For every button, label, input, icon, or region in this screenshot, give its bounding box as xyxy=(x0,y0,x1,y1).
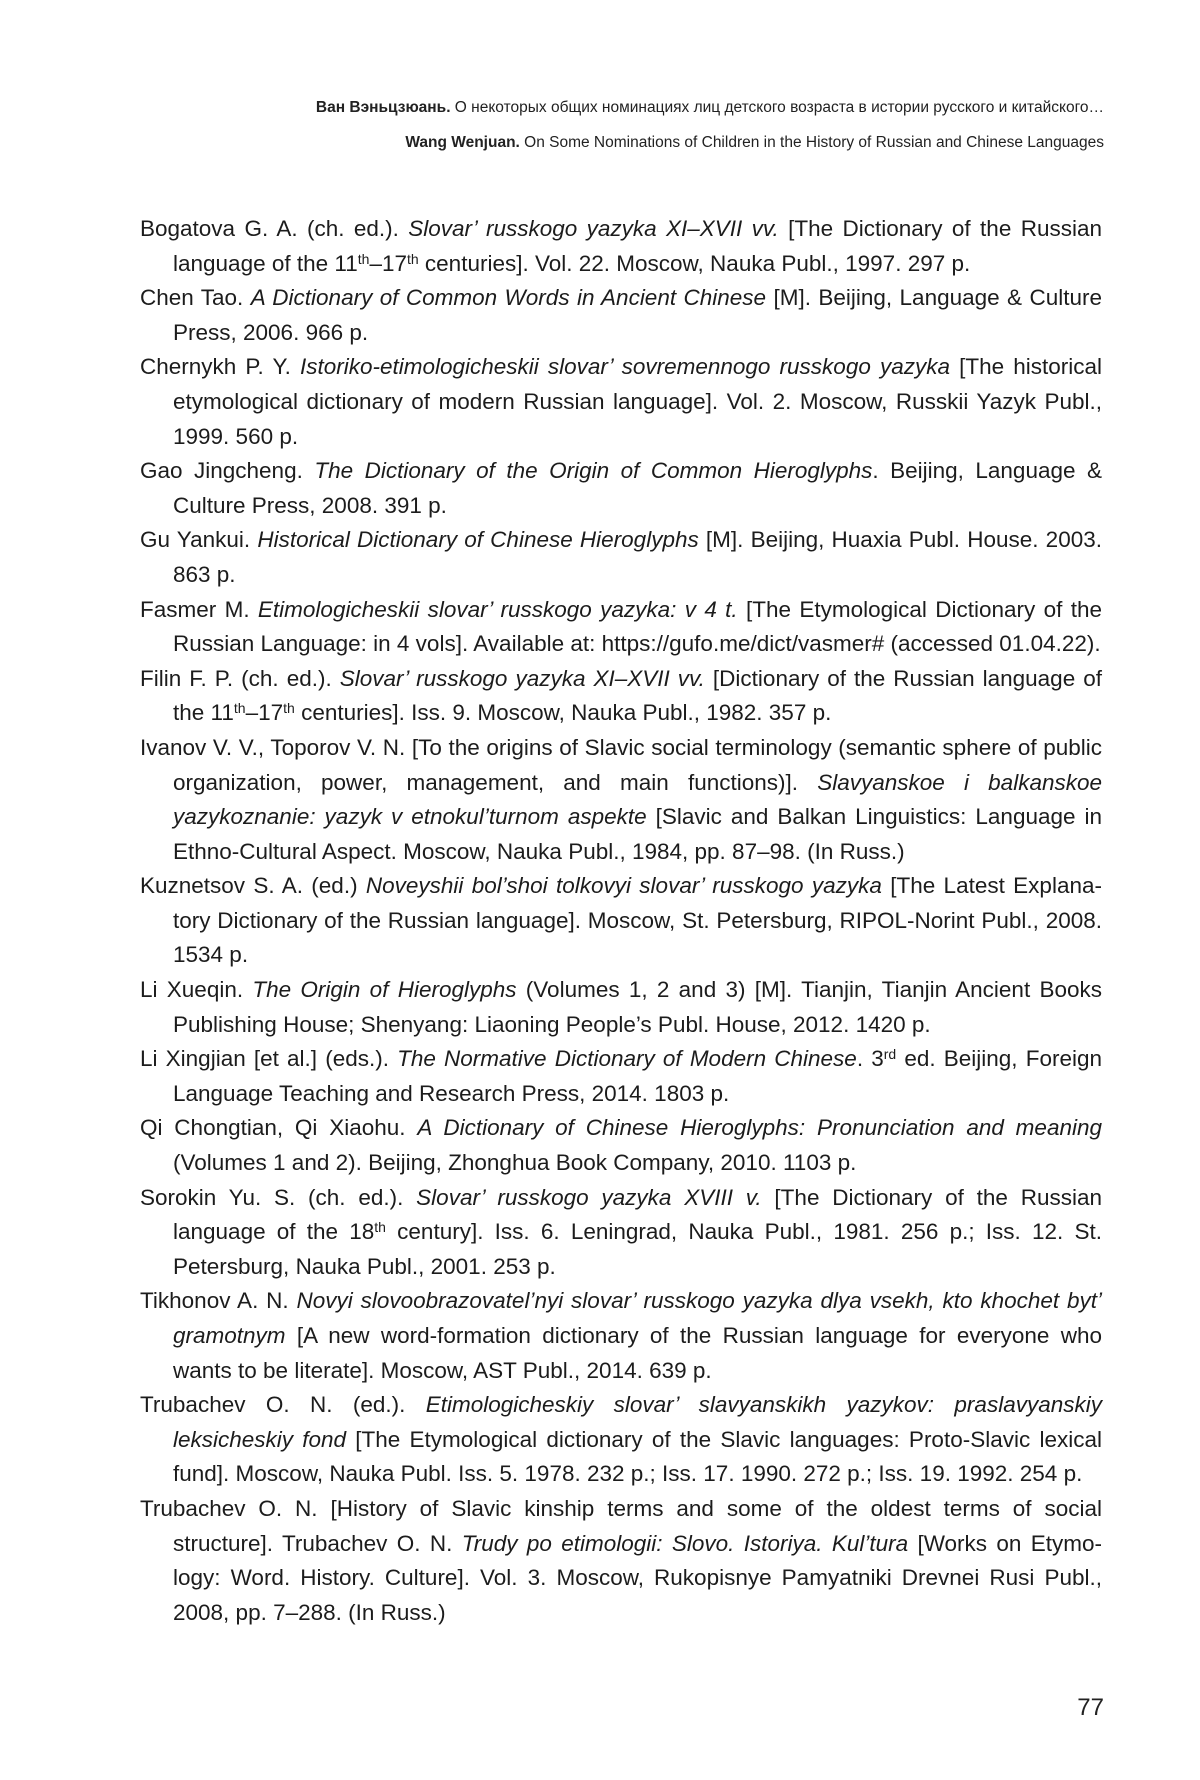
reference-entry xyxy=(140,593,1102,662)
reference-entry xyxy=(140,869,1102,973)
reference-text: [The Etymological Dictionary of the Russian Language: in 4 vols]. Available at: https://gufo.me/dict/vasmer# (accessed 01.04.22). xyxy=(173,596,1102,657)
reference-text: century]. Iss. 6. Leningrad, Nauka Publ., 1981. 256 p.; Iss. 12. St. Petersburg, Nauka Publ., 2001. 253 p. xyxy=(173,1219,1102,1279)
reference-text: Trubachev O. N. [History of Slavic kinship terms and some of the oldest terms of social structure]. Trubachev O. N. xyxy=(140,1495,1102,1556)
reference-title: Novyi slovoobrazovatel’nyi slovar’ russkogo yazyka dlya vsekh, kto khochet byt’ gramotnym xyxy=(173,1288,1102,1348)
reference-text: Filin F. P. (ch. ed.). xyxy=(140,665,340,691)
reference-text: centuries]. Vol. 22. Moscow, Nauka Publ., 1997. 297 p. xyxy=(418,250,971,276)
reference-text: Chernykh P. Y. xyxy=(140,354,300,380)
reference-text: [Dictionary of the Russian language of the 11 xyxy=(173,665,1102,726)
reference-text: Kuznetsov S. A. (ed.) xyxy=(140,873,366,899)
reference-text: (Volumes 1, 2 and 3) [M]. Tianjin, Tianjin Ancient Books Publishing House; Shenyang: Liaoning People’s Publ. House, 2012. 1420 p. xyxy=(173,977,1102,1037)
reference-text: [The Dictionary of the Russian language of the 18 xyxy=(173,1184,1102,1245)
reference-text: (Volumes 1 and 2). Beijing, Zhonghua Book Company, 2010. 1103 p. xyxy=(173,1150,857,1176)
reference-entry xyxy=(140,281,1102,350)
ordinal-suffix: th xyxy=(283,700,295,717)
ordinal-suffix: rd xyxy=(883,1046,897,1063)
running-head-english xyxy=(140,125,1104,160)
reference-text: Chen Tao. xyxy=(140,285,251,311)
reference-entry xyxy=(140,973,1102,1042)
reference-text: [Works on Etymology: Word. History. Culture]. Vol. 3. Moscow, Rukopisnye Pamyatniki Drevnei Rusi Publ., 2008, pp. 7–288. (In Russ.) xyxy=(173,1530,1103,1625)
reference-text: Qi Chongtian, Qi Xiaohu. xyxy=(140,1115,418,1141)
reference-text: Trubachev O. N. (ed.). xyxy=(140,1392,426,1418)
reference-text: Gu Yankui. xyxy=(140,527,258,553)
reference-text: [M]. Beijing, Huaxia Publ. House. 2003. 863 p. xyxy=(173,527,1102,587)
reference-entry xyxy=(140,1388,1102,1492)
reference-entry xyxy=(140,1181,1102,1285)
reference-title: Slovar’ russkogo yazyka XI–XVII vv. xyxy=(408,216,779,241)
reference-text: Sorokin Yu. S. (ch. ed.). xyxy=(140,1184,417,1210)
reference-title: Etimologicheskiy slovar’ slavyanskikh yazykov: praslavyanskiy leksicheskiy fond xyxy=(173,1392,1102,1452)
reference-text: Ivanov V. V., Toporov V. N. [To the origins of Slavic social terminology (semantic sphere of public organization, power, management, and main functions)]. xyxy=(140,734,1102,795)
ordinal-suffix: th xyxy=(233,700,246,717)
running-head-author-ru: Ван Вэньцзюань. xyxy=(315,99,451,116)
reference-text: centuries]. Iss. 9. Moscow, Nauka Publ., 1982. 357 p. xyxy=(294,700,832,726)
reference-title: Etimologicheskii slovar’ russkogo yazyka: v 4 t. xyxy=(257,596,738,622)
reference-text: ed. Beijing, Foreign Language Teaching and Research Press, 2014. 1803 p. xyxy=(173,1046,1102,1106)
reference-text: [The Latest Explanatory Dictionary of the Russian language]. Moscow, St. Petersburg, RIPOL-Norint Publ., 2008. 1534 p. xyxy=(173,873,1102,968)
reference-text: –17 xyxy=(369,250,407,276)
reference-text: [The Etymological dictionary of the Slavic languages: Proto-Slavic lexical fund]. Moscow, Nauka Publ. Iss. 5. 1978. 232 p.; Iss. 17. 1990. 272 p.; Iss. 19. 1992. 254 p. xyxy=(173,1426,1102,1487)
reference-title: The Normative Dictionary of Modern Chinese xyxy=(397,1046,857,1072)
reference-title: The Dictionary of the Origin of Common Hieroglyphs xyxy=(314,458,873,484)
reference-text: Li Xingjian [et al.] (eds.). xyxy=(140,1046,398,1072)
reference-text: Bogatova G. A. (ch. ed.). xyxy=(140,216,409,241)
reference-text: Fasmer M. xyxy=(140,596,258,622)
running-head-title-ru: О некоторых общих номинациях лиц детского возраста в истории русского и китайского… xyxy=(450,99,1104,116)
reference-title: A Dictionary of Common Words in Ancient Chinese xyxy=(250,285,767,311)
reference-title: Istoriko-etimologicheskii slovar’ sovremennogo russkogo yazyka xyxy=(299,354,950,380)
reference-text: . Beijing, Language & Culture Press, 2008. 391 p. xyxy=(173,458,1102,518)
reference-entry xyxy=(140,523,1102,592)
reference-entry xyxy=(140,212,1102,281)
reference-text: . 3 xyxy=(856,1046,884,1072)
reference-entry xyxy=(140,662,1102,731)
reference-list xyxy=(140,212,1102,1630)
reference-title: Noveyshii bol’shoi tolkovyi slovar’ russkogo yazyka xyxy=(365,873,882,899)
reference-text: [The historical etymological dictionary of modern Russian language]. Vol. 2. Moscow, Russkii Yazyk Publ., 1999. 560 p. xyxy=(173,354,1103,449)
reference-text: Gao Jingcheng. xyxy=(140,458,315,484)
reference-title: A Dictionary of Chinese Hieroglyphs: Pronunciation and meaning xyxy=(417,1115,1102,1141)
reference-text: –17 xyxy=(245,700,284,726)
reference-entry xyxy=(140,1042,1102,1111)
reference-title: Slovar’ russkogo yazyka XVIII v. xyxy=(416,1184,762,1210)
ordinal-suffix: th xyxy=(357,250,370,267)
running-head-russian xyxy=(140,90,1104,125)
ordinal-suffix: th xyxy=(374,1219,386,1236)
reference-title: Slavyanskoe i balkanskoe yazykoznanie: yazyk v etnokul’turnom aspekte xyxy=(173,769,1103,830)
reference-title: Slovar’ russkogo yazyka XI–XVII vv. xyxy=(339,665,705,691)
reference-entry xyxy=(140,1284,1102,1388)
reference-entry xyxy=(140,731,1102,869)
reference-title: Trudy po etimologii: Slovo. Istoriya. Kul’tura xyxy=(461,1530,909,1556)
reference-text: [The Dictionary of the Russian language of the 11 xyxy=(173,216,1102,276)
reference-text: [Slavic and Balkan Linguistics: Language in Ethno-Cultural Aspect. Moscow, Nauka Publ., 1984, pp. 87–98. (In Russ.) xyxy=(173,804,1102,864)
reference-title: The Origin of Hieroglyphs xyxy=(252,977,517,1003)
reference-text: [M]. Beijing, Language & Culture Press, 2006. 966 p. xyxy=(173,285,1102,345)
reference-entry xyxy=(140,454,1102,523)
running-head xyxy=(140,90,1104,160)
running-head-author-en: Wang Wenjuan. xyxy=(405,134,520,151)
reference-title: Historical Dictionary of Chinese Hieroglyphs xyxy=(257,527,699,553)
reference-entry xyxy=(140,350,1102,454)
page-number: 77 xyxy=(1077,1694,1104,1721)
reference-entry xyxy=(140,1492,1102,1630)
ordinal-suffix: th xyxy=(406,250,419,267)
reference-entry xyxy=(140,1111,1102,1180)
running-head-title-en: On Some Nominations of Children in the History of Russian and Chinese Languages xyxy=(519,134,1104,151)
reference-text: [A new word-formation dictionary of the Russian language for everyone who wants to be literate]. Moscow, AST Publ., 2014. 639 p. xyxy=(173,1323,1102,1383)
reference-text: Tikhonov A. N. xyxy=(140,1288,297,1314)
reference-text: Li Xueqin. xyxy=(140,977,253,1003)
